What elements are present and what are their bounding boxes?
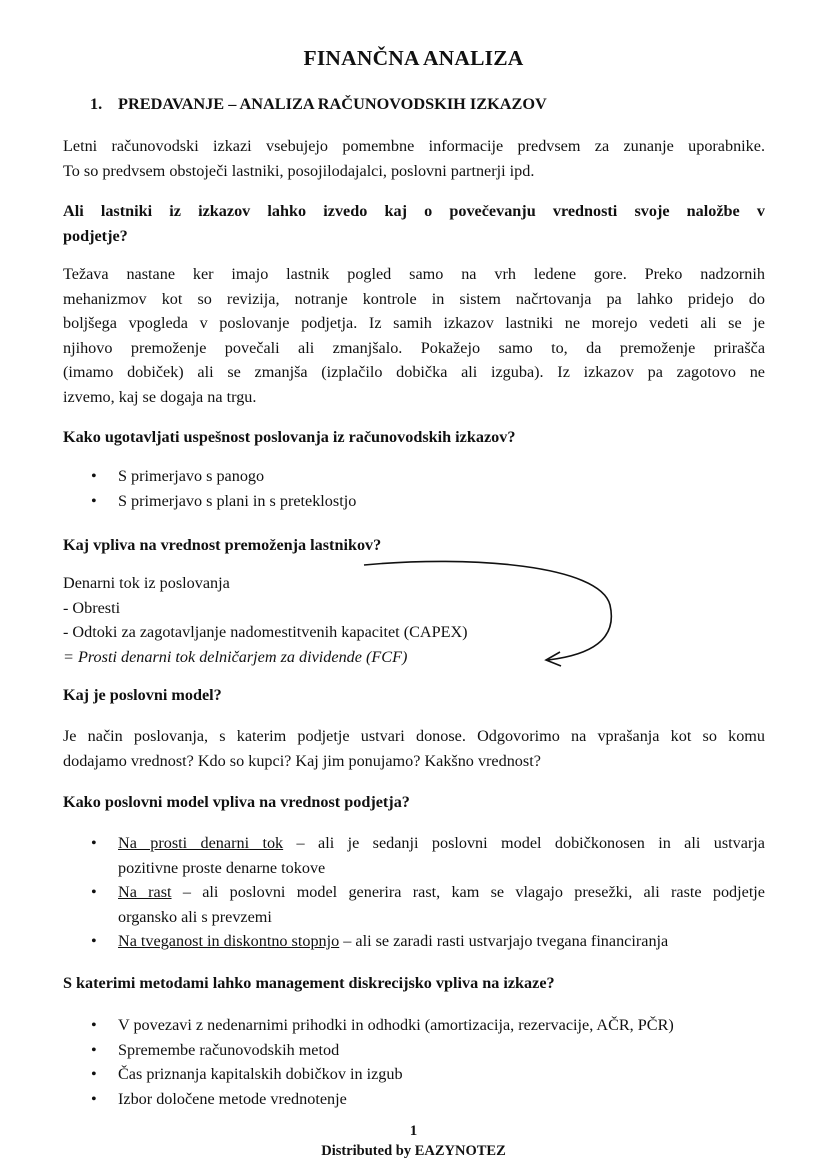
section-number: 1. xyxy=(90,94,103,113)
list-item: • Na tveganost in diskontno stopnjo – ali se zaradi rasti ustvarjajo tvegana financiranja xyxy=(63,929,765,954)
cash-flow-line: - Odtoki za zagotavljanje nadomestitvenih kapacitet (CAPEX) xyxy=(63,623,468,642)
paragraph-line: njihovo premoženje povečali ali zmanjšalo. Pokažejo samo to, da premoženje prirašča xyxy=(63,338,765,357)
list-item: • Na rast – ali poslovni model generira rast, kam se vlagajo presežki, ali raste podjetje organsko ali s prevzemi xyxy=(63,880,765,929)
cash-flow-line: Denarni tok iz poslovanja xyxy=(63,574,230,592)
list-item: • Spremembe računovodskih metod xyxy=(63,1038,674,1063)
bullet-icon: • xyxy=(91,834,97,852)
distribution-footer: Distributed by EAZYNOTEZ xyxy=(321,1143,506,1159)
body-paragraph xyxy=(63,724,765,773)
bullet-icon: • xyxy=(91,1040,97,1059)
list-item: • Na prosti denarni tok – ali je sedanji poslovni model dobičkonosen in ali ustvarja pozitivne proste denarne tokove xyxy=(63,831,765,880)
list-item: • Izbor določene metode vrednotenje xyxy=(63,1087,674,1112)
page-number: 1 xyxy=(409,1123,418,1139)
document-title: FINANČNA ANALIZA xyxy=(303,46,524,70)
bullet-list xyxy=(63,831,765,954)
bullet-icon: • xyxy=(91,932,97,951)
section-heading xyxy=(90,94,547,114)
body-paragraph xyxy=(63,262,765,410)
question-heading xyxy=(63,199,765,248)
cash-flow-result: = Prosti denarni tok delničarjem za dividende (FCF) xyxy=(63,647,408,666)
bullet-icon: • xyxy=(91,883,97,902)
cash-flow-block xyxy=(63,571,468,669)
intro-line: Letni računovodski izkazi vsebujejo pomembne informacije predvsem za zunanje uporabnike. xyxy=(63,137,765,155)
question-heading: Kaj vpliva na vrednost premoženja lastnikov? xyxy=(63,536,382,554)
bullet-icon: • xyxy=(91,1065,97,1084)
bullet-list xyxy=(63,1013,674,1111)
bullet-list xyxy=(63,464,356,513)
question-heading: S katerimi metodami lahko management diskrecijsko vpliva na izkaze? xyxy=(63,974,555,992)
cash-flow-line: - Obresti xyxy=(63,598,121,617)
question-line: podjetje? xyxy=(63,226,128,245)
paragraph-line: Težava nastane ker imajo lastnik pogled samo na vrh ledene gore. Preko nadzornih xyxy=(63,265,765,283)
bullet-icon: • xyxy=(91,467,97,485)
bullet-icon: • xyxy=(91,1089,97,1108)
question-heading: Kako poslovni model vpliva na vrednost podjetja? xyxy=(63,793,410,811)
list-item: • S primerjavo s plani in s preteklostjo xyxy=(63,489,356,514)
list-item: • Čas priznanja kapitalskih dobičkov in izgub xyxy=(63,1062,674,1087)
paragraph-line: mehanizmov kot so revizija, notranje kontrole in sistem načrtovanja pa lahko pridejo do xyxy=(63,289,765,308)
question-line: Ali lastniki iz izkazov lahko izvedo kaj o povečevanju vrednosti svoje naložbe v xyxy=(63,202,765,220)
paragraph-line: (imamo dobiček) ali se zmanjša (izplačilo dobička ali izguba). Iz izkazov pa zagotovo ne xyxy=(63,363,765,382)
paragraph-line: Je način poslovanja, s katerim podjetje ustvari donose. Odgovorimo na vprašanja kot so komu xyxy=(63,727,765,745)
intro-line: To so predvsem obstoječi lastniki, posojilodajalci, poslovni partnerji ipd. xyxy=(63,161,535,180)
underlined-term: Na tveganost in diskontno stopnjo xyxy=(118,932,340,951)
intro-paragraph xyxy=(63,134,765,183)
underlined-term: Na prosti denarni tok xyxy=(118,834,284,852)
section-title: PREDAVANJE – ANALIZA RAČUNOVODSKIH IZKAZOV xyxy=(118,94,547,113)
bullet-icon: • xyxy=(91,491,97,510)
question-heading: Kako ugotavljati uspešnost poslovanja iz računovodskih izkazov? xyxy=(63,428,516,446)
paragraph-line: boljšega vpogleda v poslovanje podjetja. Iz samih izkazov lastniki ne morejo vedeti ali se je xyxy=(63,314,765,333)
list-item: • V povezavi z nedenarnimi prihodki in odhodki (amortizacija, rezervacije, AČR, PČR) xyxy=(63,1013,674,1038)
question-heading: Kaj je poslovni model? xyxy=(63,686,222,704)
paragraph-line: izvemo, kaj se dogaja na trgu. xyxy=(63,387,257,406)
paragraph-line: dodajamo vrednost? Kdo so kupci? Kaj jim ponujamo? Kakšno vrednost? xyxy=(63,751,541,770)
bullet-icon: • xyxy=(91,1016,97,1034)
underlined-term: Na rast xyxy=(118,883,172,902)
list-item: • S primerjavo s panogo xyxy=(63,464,356,489)
